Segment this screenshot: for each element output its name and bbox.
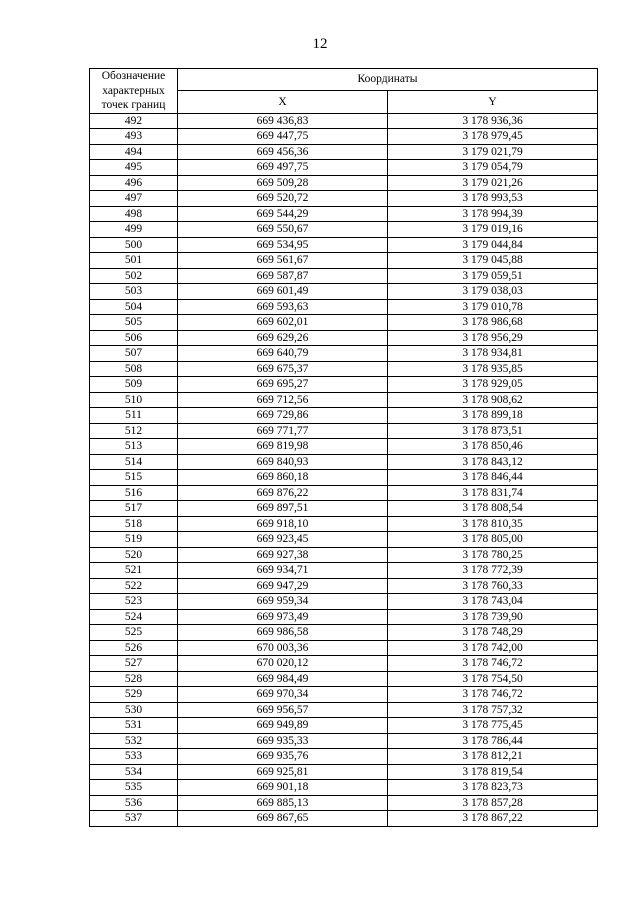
- y-value-cell: 3 178 819,54: [388, 764, 598, 780]
- table-row: [90, 811, 598, 827]
- table-row: [90, 377, 598, 393]
- y-value-cell: 3 178 746,72: [388, 656, 598, 672]
- x-value-cell: 669 675,37: [178, 361, 388, 377]
- point-id-cell: 536: [90, 795, 178, 811]
- y-value-cell: 3 179 019,16: [388, 222, 598, 238]
- y-value-cell: 3 178 936,36: [388, 113, 598, 129]
- x-value-cell: 669 447,75: [178, 129, 388, 145]
- point-id-cell: 505: [90, 315, 178, 331]
- y-value-cell: 3 178 843,12: [388, 454, 598, 470]
- point-id-cell: 523: [90, 594, 178, 610]
- y-value-cell: 3 179 021,79: [388, 144, 598, 160]
- point-id-cell: 503: [90, 284, 178, 300]
- y-value-cell: 3 178 823,73: [388, 780, 598, 796]
- table-row: [90, 454, 598, 470]
- table-row: [90, 702, 598, 718]
- table-row: [90, 206, 598, 222]
- table-row: [90, 315, 598, 331]
- point-id-cell: 495: [90, 160, 178, 176]
- point-id-cell: 496: [90, 175, 178, 191]
- table-row: [90, 640, 598, 656]
- x-value-cell: 669 918,10: [178, 516, 388, 532]
- point-id-cell: 537: [90, 811, 178, 827]
- table-row: [90, 501, 598, 517]
- table-row: [90, 222, 598, 238]
- x-value-cell: 669 973,49: [178, 609, 388, 625]
- table-row: [90, 485, 598, 501]
- x-value-cell: 669 602,01: [178, 315, 388, 331]
- x-value-cell: 669 935,76: [178, 749, 388, 765]
- table-row: [90, 764, 598, 780]
- y-value-cell: 3 178 805,00: [388, 532, 598, 548]
- table-row: [90, 144, 598, 160]
- table-row: [90, 423, 598, 439]
- x-value-cell: 669 925,81: [178, 764, 388, 780]
- point-header-line-1: Обозначение: [101, 70, 166, 82]
- table-row: [90, 346, 598, 362]
- point-id-cell: 529: [90, 687, 178, 703]
- y-value-cell: 3 178 850,46: [388, 439, 598, 455]
- table-row: [90, 299, 598, 315]
- point-id-cell: 501: [90, 253, 178, 269]
- y-value-cell: 3 178 775,45: [388, 718, 598, 734]
- x-value-cell: 670 003,36: [178, 640, 388, 656]
- page-number: 12: [312, 36, 328, 52]
- point-id-cell: 524: [90, 609, 178, 625]
- point-id-cell: 514: [90, 454, 178, 470]
- y-value-cell: 3 179 045,88: [388, 253, 598, 269]
- table-row: [90, 733, 598, 749]
- point-id-cell: 494: [90, 144, 178, 160]
- point-id-cell: 532: [90, 733, 178, 749]
- point-id-cell: 493: [90, 129, 178, 145]
- x-value-cell: 669 959,34: [178, 594, 388, 610]
- point-header-line-2: характерных: [102, 84, 165, 97]
- y-value-cell: 3 178 748,29: [388, 625, 598, 641]
- y-value-cell: 3 178 810,35: [388, 516, 598, 532]
- y-value-cell: 3 178 986,68: [388, 315, 598, 331]
- table-row: [90, 330, 598, 346]
- y-value-cell: 3 178 754,50: [388, 671, 598, 687]
- table-row: [90, 532, 598, 548]
- point-id-cell: 510: [90, 392, 178, 408]
- x-value-cell: 669 867,65: [178, 811, 388, 827]
- table-row: [90, 113, 598, 129]
- x-value-cell: 669 923,45: [178, 532, 388, 548]
- point-id-cell: 520: [90, 547, 178, 563]
- y-value-cell: 3 178 899,18: [388, 408, 598, 424]
- table-row: [90, 749, 598, 765]
- y-value-cell: 3 178 994,39: [388, 206, 598, 222]
- table-row: [90, 625, 598, 641]
- table-row: [90, 408, 598, 424]
- x-value-cell: 669 587,87: [178, 268, 388, 284]
- table-row: [90, 191, 598, 207]
- y-value-cell: 3 179 044,84: [388, 237, 598, 253]
- x-value-cell: 669 550,67: [178, 222, 388, 238]
- y-value-cell: 3 179 038,03: [388, 284, 598, 300]
- x-value-cell: 669 927,38: [178, 547, 388, 563]
- x-value-cell: 669 640,79: [178, 346, 388, 362]
- x-value-cell: 669 456,36: [178, 144, 388, 160]
- table-row: [90, 609, 598, 625]
- point-id-cell: 502: [90, 268, 178, 284]
- x-value-cell: 669 436,83: [178, 113, 388, 129]
- table-row: [90, 253, 598, 269]
- point-id-cell: 525: [90, 625, 178, 641]
- y-value-cell: 3 179 059,51: [388, 268, 598, 284]
- x-value-cell: 669 885,13: [178, 795, 388, 811]
- point-id-cell: 509: [90, 377, 178, 393]
- point-id-cell: 500: [90, 237, 178, 253]
- x-value-cell: 669 601,49: [178, 284, 388, 300]
- table-row: [90, 268, 598, 284]
- x-value-cell: 669 934,71: [178, 563, 388, 579]
- table-row: [90, 780, 598, 796]
- point-id-cell: 497: [90, 191, 178, 207]
- x-value-cell: 669 534,95: [178, 237, 388, 253]
- y-value-cell: 3 178 934,81: [388, 346, 598, 362]
- point-id-cell: 518: [90, 516, 178, 532]
- x-value-cell: 669 520,72: [178, 191, 388, 207]
- coordinates-rows: [90, 113, 598, 826]
- x-value-cell: 669 771,77: [178, 423, 388, 439]
- x-value-cell: 669 629,26: [178, 330, 388, 346]
- point-id-cell: 531: [90, 718, 178, 734]
- point-id-cell: 522: [90, 578, 178, 594]
- y-value-cell: 3 178 956,29: [388, 330, 598, 346]
- table-row: [90, 392, 598, 408]
- table-row: [90, 671, 598, 687]
- point-id-cell: 527: [90, 656, 178, 672]
- x-value-cell: 669 949,89: [178, 718, 388, 734]
- x-value-cell: 669 593,63: [178, 299, 388, 315]
- x-value-cell: 669 840,93: [178, 454, 388, 470]
- y-value-cell: 3 178 857,28: [388, 795, 598, 811]
- coordinates-table: [89, 68, 598, 827]
- coordinates-header: Координаты: [178, 69, 598, 91]
- point-id-cell: 535: [90, 780, 178, 796]
- y-value-cell: 3 178 780,25: [388, 547, 598, 563]
- table-row: [90, 516, 598, 532]
- y-value-cell: 3 178 786,44: [388, 733, 598, 749]
- y-value-cell: 3 178 993,53: [388, 191, 598, 207]
- x-value-cell: 669 935,33: [178, 733, 388, 749]
- point-id-cell: 512: [90, 423, 178, 439]
- point-id-cell: 519: [90, 532, 178, 548]
- x-value-cell: 669 561,67: [178, 253, 388, 269]
- table-row: [90, 687, 598, 703]
- point-designation-header: [90, 69, 178, 114]
- point-id-cell: 506: [90, 330, 178, 346]
- x-value-cell: 669 947,29: [178, 578, 388, 594]
- point-id-cell: 516: [90, 485, 178, 501]
- table-row: [90, 547, 598, 563]
- x-value-cell: 669 819,98: [178, 439, 388, 455]
- point-id-cell: 508: [90, 361, 178, 377]
- x-value-cell: 669 729,86: [178, 408, 388, 424]
- y-value-cell: 3 178 757,32: [388, 702, 598, 718]
- y-value-cell: 3 178 743,04: [388, 594, 598, 610]
- x-value-cell: 669 876,22: [178, 485, 388, 501]
- y-value-cell: 3 178 873,51: [388, 423, 598, 439]
- point-id-cell: 498: [90, 206, 178, 222]
- point-header-line-3: точек границ: [101, 99, 166, 111]
- point-id-cell: 526: [90, 640, 178, 656]
- table-row: [90, 237, 598, 253]
- point-id-cell: 504: [90, 299, 178, 315]
- point-id-cell: 517: [90, 501, 178, 517]
- x-value-cell: 669 695,27: [178, 377, 388, 393]
- y-header: Y: [388, 91, 598, 113]
- x-value-cell: 670 020,12: [178, 656, 388, 672]
- y-value-cell: 3 178 929,05: [388, 377, 598, 393]
- y-value-cell: 3 178 746,72: [388, 687, 598, 703]
- table-row: [90, 284, 598, 300]
- y-value-cell: 3 179 054,79: [388, 160, 598, 176]
- table-row: [90, 129, 598, 145]
- table-row: [90, 439, 598, 455]
- point-id-cell: 515: [90, 470, 178, 486]
- point-id-cell: 511: [90, 408, 178, 424]
- point-id-cell: 533: [90, 749, 178, 765]
- y-value-cell: 3 178 760,33: [388, 578, 598, 594]
- y-value-cell: 3 178 739,90: [388, 609, 598, 625]
- table-row: [90, 795, 598, 811]
- y-value-cell: 3 178 979,45: [388, 129, 598, 145]
- x-value-cell: 669 544,29: [178, 206, 388, 222]
- y-value-cell: 3 178 846,44: [388, 470, 598, 486]
- y-value-cell: 3 178 812,21: [388, 749, 598, 765]
- x-value-cell: 669 712,56: [178, 392, 388, 408]
- x-value-cell: 669 509,28: [178, 175, 388, 191]
- x-value-cell: 669 970,34: [178, 687, 388, 703]
- table-row: [90, 470, 598, 486]
- table-row: [90, 160, 598, 176]
- table-row: [90, 578, 598, 594]
- point-id-cell: 534: [90, 764, 178, 780]
- point-id-cell: 499: [90, 222, 178, 238]
- x-value-cell: 669 901,18: [178, 780, 388, 796]
- x-value-cell: 669 956,57: [178, 702, 388, 718]
- point-id-cell: 528: [90, 671, 178, 687]
- y-value-cell: 3 179 010,78: [388, 299, 598, 315]
- y-value-cell: 3 178 808,54: [388, 501, 598, 517]
- table-row: [90, 594, 598, 610]
- point-id-cell: 492: [90, 113, 178, 129]
- x-value-cell: 669 986,58: [178, 625, 388, 641]
- x-value-cell: 669 984,49: [178, 671, 388, 687]
- y-value-cell: 3 178 908,62: [388, 392, 598, 408]
- y-value-cell: 3 178 831,74: [388, 485, 598, 501]
- table-row: [90, 718, 598, 734]
- point-id-cell: 521: [90, 563, 178, 579]
- x-value-cell: 669 860,18: [178, 470, 388, 486]
- point-id-cell: 530: [90, 702, 178, 718]
- table-row: [90, 361, 598, 377]
- y-value-cell: 3 178 772,39: [388, 563, 598, 579]
- x-value-cell: 669 897,51: [178, 501, 388, 517]
- y-value-cell: 3 178 742,00: [388, 640, 598, 656]
- point-id-cell: 507: [90, 346, 178, 362]
- table-row: [90, 175, 598, 191]
- x-value-cell: 669 497,75: [178, 160, 388, 176]
- table-row: [90, 563, 598, 579]
- y-value-cell: 3 179 021,26: [388, 175, 598, 191]
- y-value-cell: 3 178 867,22: [388, 811, 598, 827]
- x-header: X: [178, 91, 388, 113]
- table-row: [90, 656, 598, 672]
- y-value-cell: 3 178 935,85: [388, 361, 598, 377]
- point-id-cell: 513: [90, 439, 178, 455]
